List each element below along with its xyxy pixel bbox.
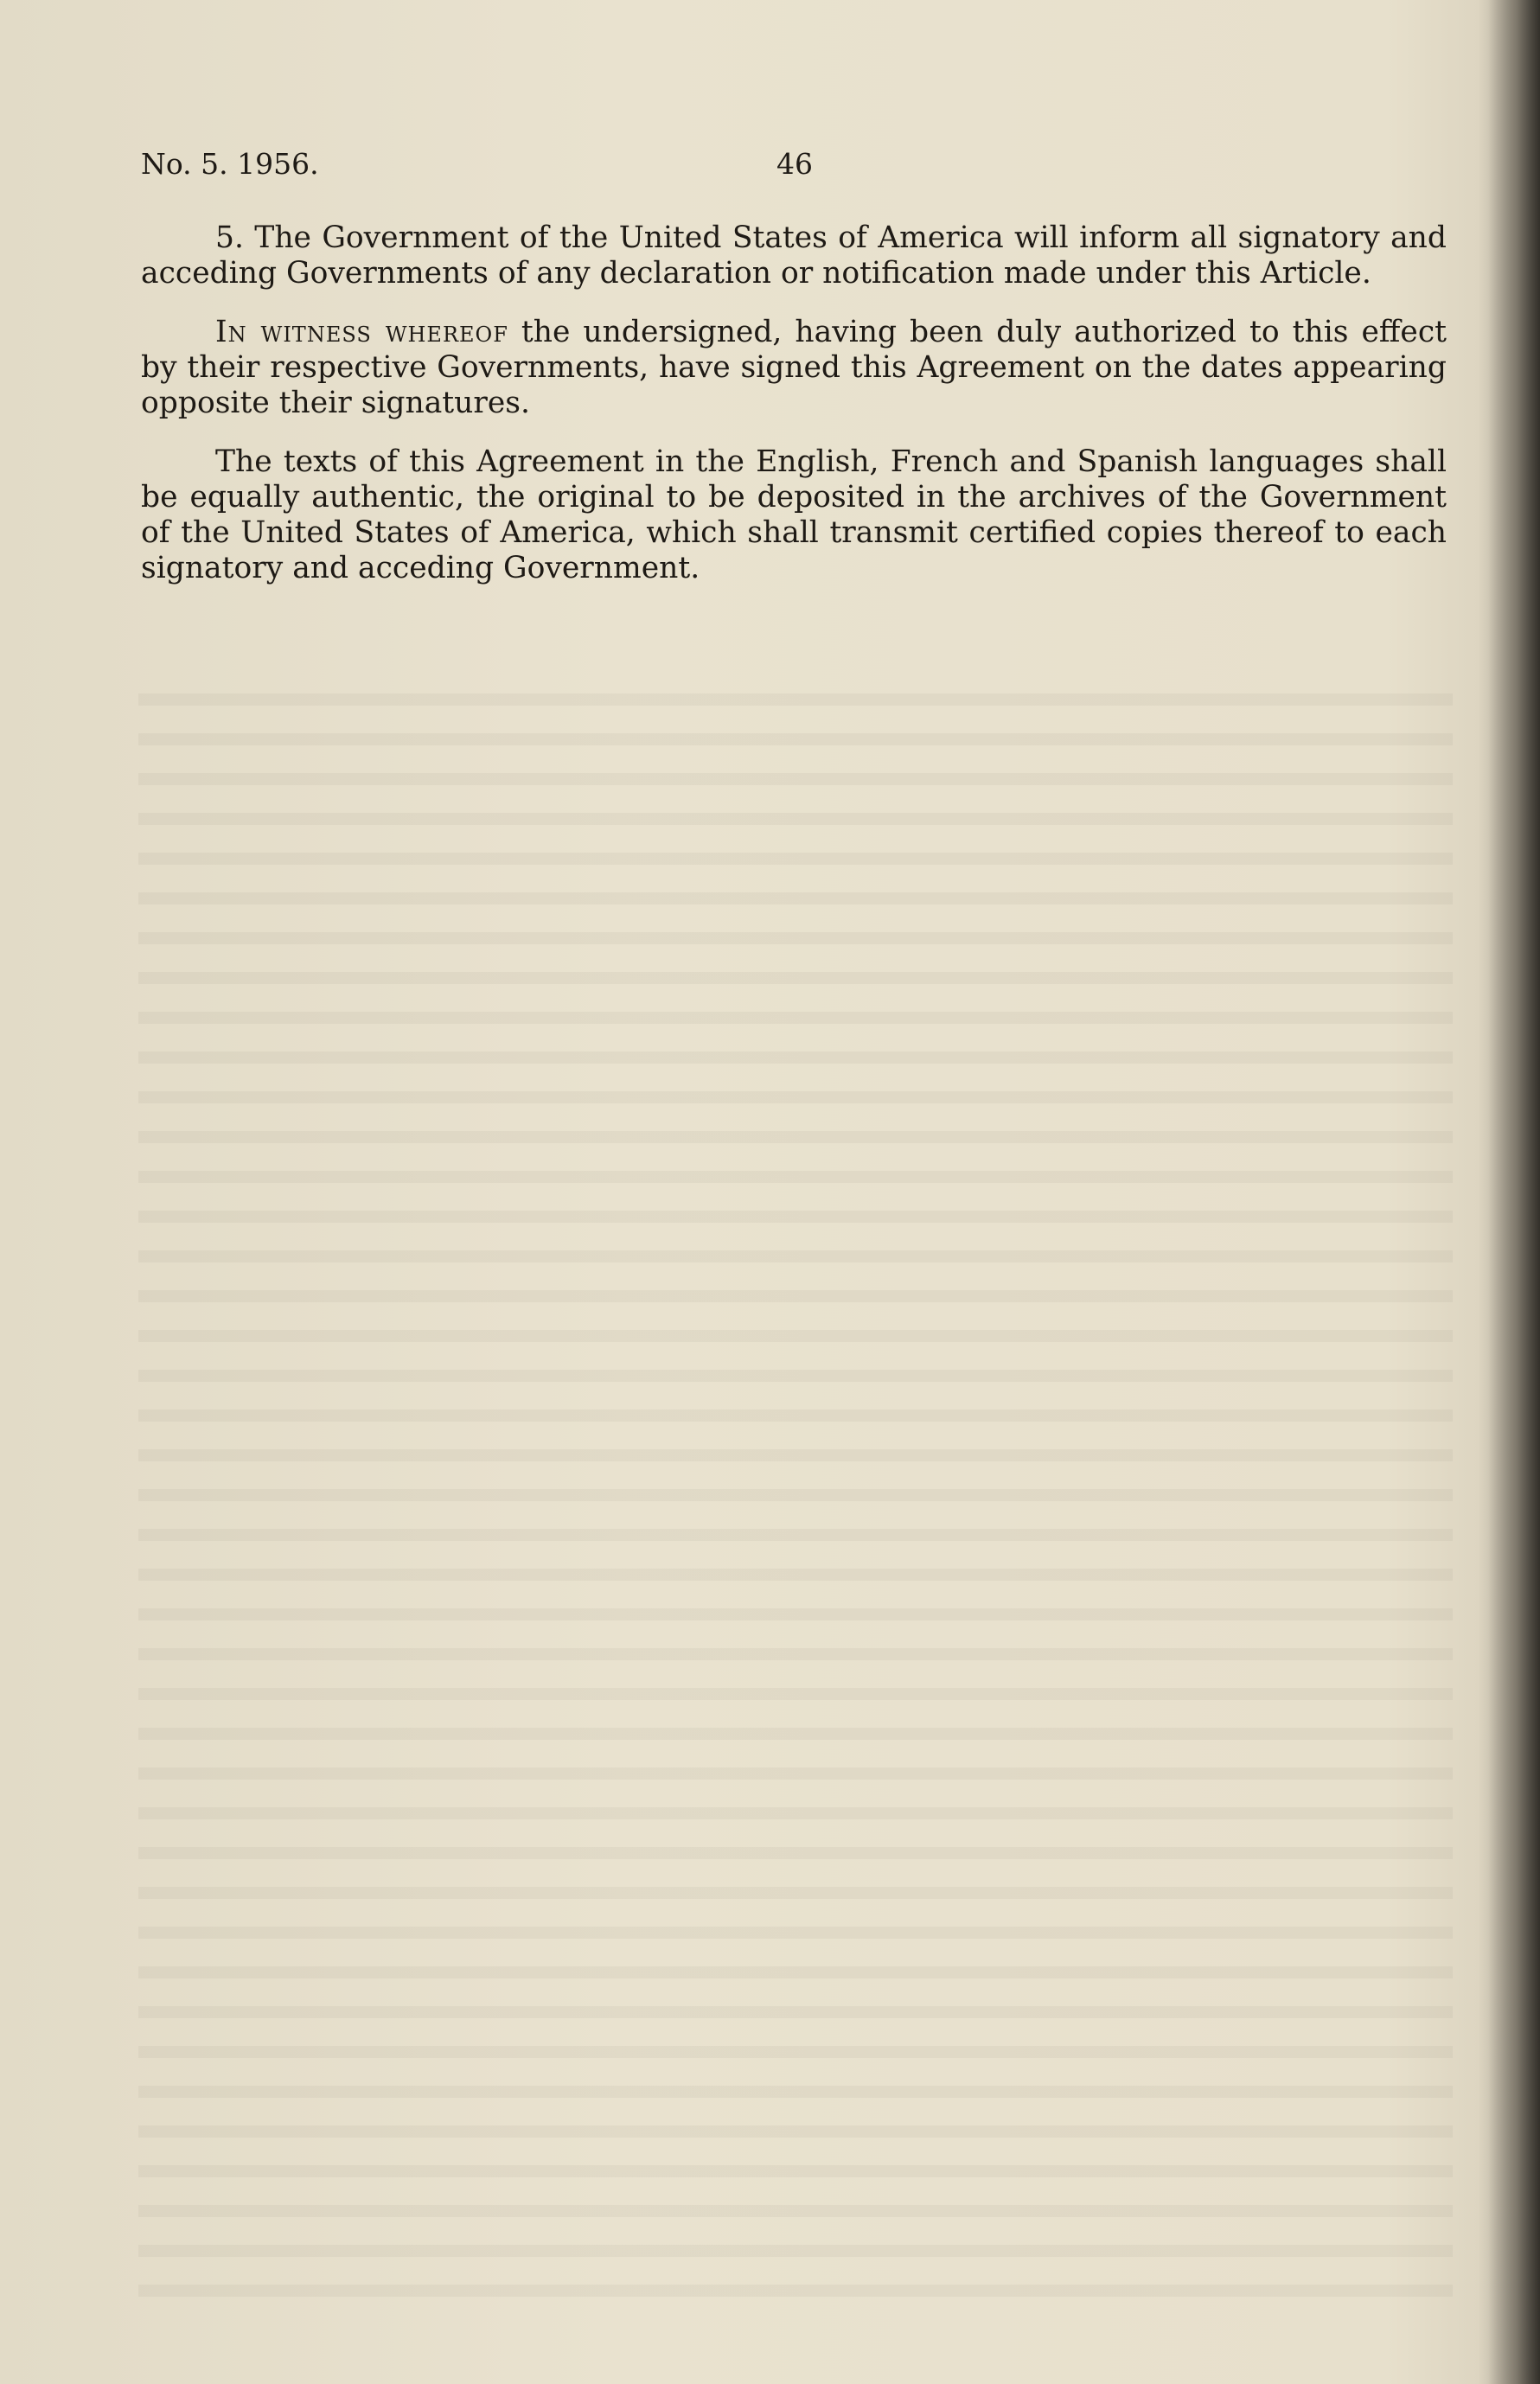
show-through-texture (138, 674, 1453, 2317)
running-header (141, 147, 1455, 187)
witness-rest: the undersigned, having been duly authorized to this effect by their respective Governments, have signed this Agreement on the dates appearing opposite their signatures. (141, 315, 1447, 420)
body-text (141, 221, 1447, 610)
paragraph-witness (141, 315, 1447, 421)
paragraph-notification: 5. The Government of the United States of America will inform all signatory and acceding Governments of any declaration or notification made under this Article. (141, 221, 1447, 291)
page-number: 46 (776, 147, 813, 181)
paragraph-authentic-texts: The texts of this Agreement in the English, French and Spanish languages shall be equally authentic, the original to be deposited in the archives of the Government of the United States of America, which shall transmit certified copies thereof to each signatory and acceding Government. (141, 444, 1447, 585)
document-number: No. 5. 1956. (141, 147, 319, 181)
binding-shadow (1488, 0, 1540, 2384)
witness-lead: In witness whereof (215, 315, 508, 349)
